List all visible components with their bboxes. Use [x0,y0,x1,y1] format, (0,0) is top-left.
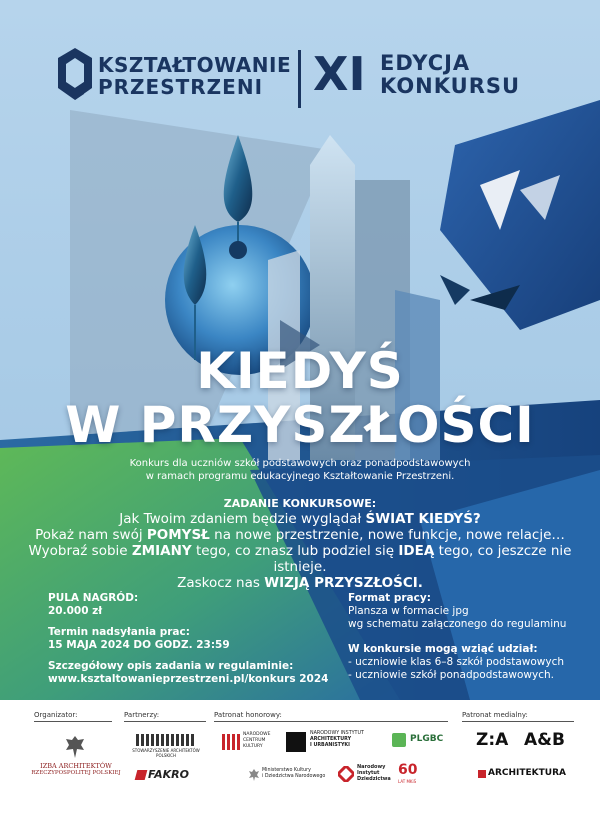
edition-line-2: KONKURSU [380,74,521,98]
left-info [48,592,338,694]
task-l3-text: Wyobraź sobie [28,543,132,559]
ministry-line-1: Ministerstwo Kultury [262,768,311,773]
task-line-1 [20,511,580,527]
niau-line-2: ARCHITEKTURY [310,737,352,742]
eligibility-line-1: - uczniowie klas 6–8 szkół podstawowych [348,656,565,668]
deadline-block [48,626,338,652]
task-l2-text: Pokaż nam swój [35,527,147,543]
intro-line-1: Konkurs dla uczniów szkół podstawowych oraz ponadpodstawowych [129,458,471,469]
deadline-value: 15 MAJA 2024 DO GODZ. 23:59 [48,639,230,651]
partners-rule [124,721,206,722]
eligibility-line-2: - uczniowie szkół ponadpodstawowych. [348,669,554,681]
architektura-mark-icon [478,770,486,778]
rules-url[interactable]: www.ksztaltowanieprzestrzeni.pl/konkurs 2024 [48,673,329,685]
ministry-line-2: i Dziedzictwa Narodowego [262,774,326,779]
format-label: Format pracy: [348,592,431,604]
organizer-rule [34,721,112,722]
eligibility-block [348,643,588,682]
organizer-logo [28,762,124,776]
task-l3-emphasis-1: ZMIANY [131,543,192,559]
nck-line-2: CENTRUM [243,738,266,743]
eligibility-label: W konkursie mogą wziąć udział: [348,643,538,655]
partners-label: Partnerzy: [124,711,160,719]
niau-mark-icon [286,732,306,752]
rules-label: Szczegółowy opis zadania w regulaminie: [48,660,294,672]
task-l3-mid: tego, co znasz lub podziel się [191,543,399,559]
nid-mark-icon [338,766,354,782]
nck-line-3: KULTURY [243,744,263,749]
niau-line-1: NARODOWY INSTYTUT [310,731,364,736]
edition-number: XI [313,47,366,101]
honorary-label: Patronat honorowy: [214,711,282,719]
task-l3-emphasis-2: IDEĄ [398,543,435,559]
plgbc-mark-icon [392,733,406,747]
fakro-mark-icon [135,770,148,780]
media-rule [462,721,574,722]
brand-name [98,54,291,98]
task-l2-tail: na nowe przestrzenie, nowe funkcje, nowe relacje… [209,527,565,543]
honorary-plgbc: PLGBC [410,734,444,744]
honorary-niau [310,731,364,749]
brand-line-1: KSZTAŁTOWANIE [98,53,292,77]
honorary-rule [214,721,448,722]
nid-line-1: Narodowy [357,764,386,770]
format-block [348,592,588,631]
task-l4-emphasis: WIZJĄ PRZYSZŁOŚCI. [264,575,423,591]
right-info [348,592,588,690]
organizer-name-1: IZBA ARCHITEKTÓW [40,762,112,770]
prize-block [48,592,338,618]
nid-line-3: Dziedzictwa [357,776,391,782]
format-line-2: wg schematu załączonego do regulaminu [348,618,567,630]
footer [0,700,600,820]
task-l2-emphasis: POMYSŁ [146,527,210,543]
nck-line-1: NARODOWE [243,732,271,737]
task-line-3 [20,543,580,575]
partner-fakro: FAKRO [148,768,189,781]
prize-value: 20.000 zł [48,605,103,617]
media-architektura: ARCHITEKTURA [488,768,566,778]
intro-text [60,457,540,483]
format-line-1: Plansza w formacie jpg [348,605,469,617]
prize-label: PULA NAGRÓD: [48,592,139,604]
task-line-2 [20,527,580,543]
deadline-label: Termin nadsyłania prac: [48,626,190,638]
media-label: Patronat medialny: [462,711,528,719]
media-za: Z:A [476,730,509,750]
task-l1-emphasis: ŚWIAT KIEDYŚ? [365,511,481,527]
partner-sarp: STOWARZYSZENIE ARCHITEKTÓW POLSKICH [132,748,200,758]
honorary-60-text: LAT MKiŚ [398,779,417,784]
honorary-nid [357,764,391,782]
task-l4-text: Zaskocz nas [177,575,265,591]
eagle-emblem-icon [64,734,86,760]
header [58,40,558,110]
task-l1-text: Jak Twoim zdaniem będzie wyglądał [119,511,366,527]
edition-line-1: EDYCJA [380,51,471,75]
task-heading: ZADANIE KONKURSOWE: [223,497,377,510]
task-l3-tail: tego, co jeszcze nie istnieje. [273,543,572,575]
header-divider [298,50,301,108]
sarp-logo-icon [136,734,196,746]
brand-line-2: PRZESTRZENI [98,75,264,99]
title-line-1: KIEDYŚ [196,342,404,400]
media-ab: A&B [524,730,565,750]
honorary-60-number: 60 [398,762,418,778]
organizer-label: Organizator: [34,711,78,719]
ministry-eagle-icon [248,768,260,782]
niau-line-3: I URBANISTYKI [310,743,350,748]
rules-block [48,660,338,686]
title-line-2: W PRZYSZŁOŚCI [65,396,535,454]
task-description [20,511,580,591]
nid-line-2: Instytut [357,770,380,776]
nck-mark-icon [222,734,240,750]
task-line-4 [20,575,580,591]
honorary-nck [243,732,270,750]
intro-line-2: w ramach programu edukacyjnego Kształtowanie Przestrzeni. [145,471,455,482]
honorary-ministry [262,768,325,780]
organizer-name-2: RZECZYPOSPOLITEJ POLSKIEJ [31,770,121,776]
edition-label [380,52,520,98]
brand-logo-icon [58,48,92,100]
